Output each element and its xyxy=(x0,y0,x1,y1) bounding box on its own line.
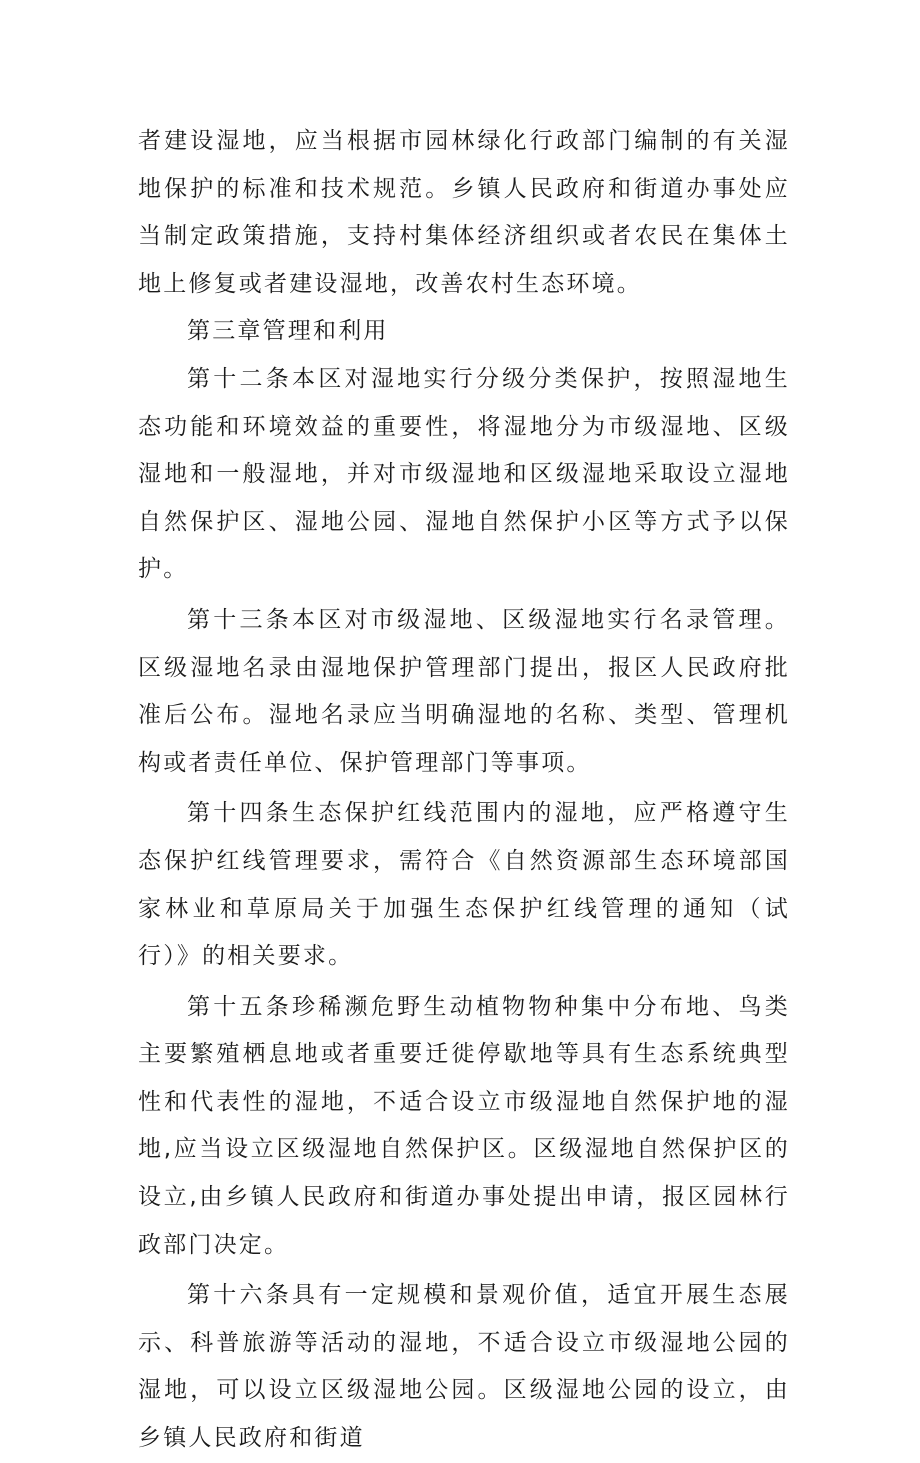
chapter-heading: 第三章管理和利用 xyxy=(187,318,389,345)
article-12: 第十二条本区对湿地实行分级分类保护，按照湿地生态功能和环境效益的重要性，将湿地分为市级湿地、区级湿地和一般湿地，并对市级湿地和区级湿地采取设立湿地自然保护区、湿地公园、湿地自然保护小区等方式予以保护。 xyxy=(138,365,790,583)
article-14: 第十四条生态保护红线范围内的湿地，应严格遵守生态保护红线管理要求，需符合《自然资源部生态环境部国家林业和草原局关于加强生态保护红线管理的通知（试行）》的相关要求。 xyxy=(138,800,790,970)
paragraph-continuation: 者建设湿地，应当根据市园林绿化行政部门编制的有关湿地保护的标准和技术规范。乡镇人民政府和街道办事处应当制定政策措施，支持村集体经济组织或者农民在集体土地上修复或者建设湿地，改善农村生态环境。 xyxy=(138,128,790,297)
article-13: 第十三条本区对市级湿地、区级湿地实行名录管理。区级湿地名录由湿地保护管理部门提出，报区人民政府批准后公布。湿地名录应当明确湿地的名称、类型、管理机构或者责任单位、保护管理部门等事项。 xyxy=(138,606,790,776)
document-body xyxy=(138,118,790,1463)
article-15: 第十五条珍稀濒危野生动植物物种集中分布地、鸟类主要繁殖栖息地或者重要迁徙停歇地等具有生态系统典型性和代表性的湿地，不适合设立市级湿地自然保护地的湿地,应当设立区级湿地自然保护区。区级湿地自然保护区的设立,由乡镇人民政府和街道办事处提出申请，报区园林行政部门决定。 xyxy=(138,993,790,1258)
article-16: 第十六条具有一定规模和景观价值，适宜开展生态展示、科普旅游等活动的湿地，不适合设立市级湿地公园的湿地，可以设立区级湿地公园。区级湿地公园的设立，由乡镇人民政府和街道 xyxy=(138,1282,790,1452)
